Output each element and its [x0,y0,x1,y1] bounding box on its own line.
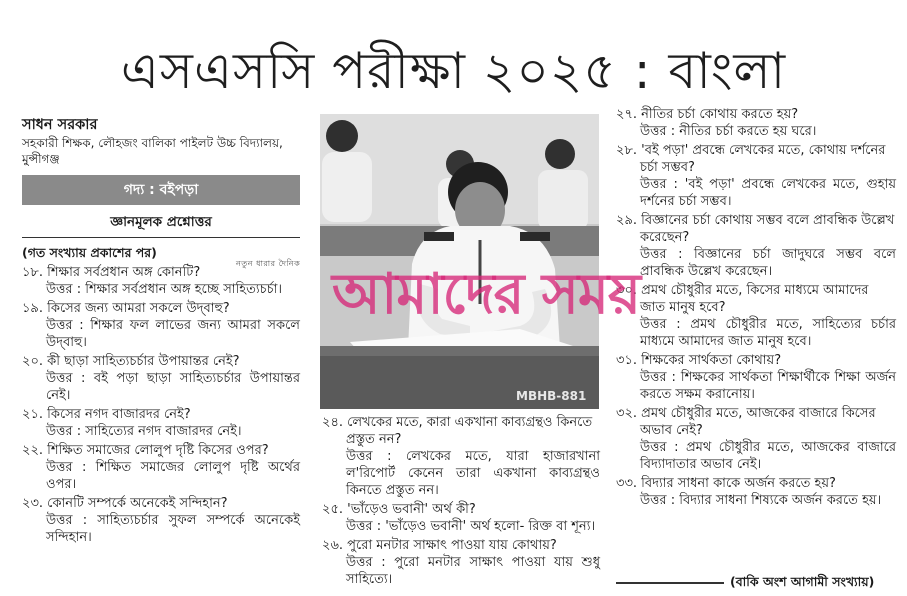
qa-item [616,475,896,509]
section-title: গদ্য : বইপড়া [22,175,300,205]
answer: উত্তর : প্রমথ চৌধুরীর মতে, সাহিত্যের চর্চার মাধ্যমে আমাদের জাত মানুষ হবে। [640,317,896,349]
question: ২৭. নীতির চর্চা কোথায় করতে হয়? [616,107,799,122]
question: ২৯. বিজ্ঞানের চর্চা কোথায় সম্ভব বলে প্রাবন্ধিক উল্লেখ করেছেন? [616,213,895,245]
answer: উত্তর : লেখকের মতে, যারা হাজারখানা ল'রিপোর্ট কেনেন তারা একখানা কাব্যগ্রন্থও কিনতে প্রস্তুত নন। [346,449,600,498]
answer: উত্তর : শিক্ষিত সমাজের লোলুপ দৃষ্টি অর্থের ওপর। [46,460,300,492]
answer: উত্তর : বিদ্যার সাধনা শিষ্যকে অর্জন করতে হয়। [640,493,882,508]
subsection-title: জ্ঞানমূলক প্রশ্নোত্তর [22,211,300,238]
qa-item [616,405,896,473]
answer: উত্তর : শিক্ষার ফল লাভের জন্য আমরা সকলে উদ্‌বাহু। [46,318,300,350]
answer: উত্তর : শিক্ষকের সার্থকতা শিক্ষার্থীকে শিক্ষা অর্জন করতে সক্ষম করানোয়। [640,370,896,402]
qa-item [22,406,300,440]
question: ৩০. প্রমথ চৌধুরীর মতে, কিসের মাধ্যমে আমাদের জাত মানুষ হবে? [616,283,869,315]
answer: উত্তর : সাহিত্যের নগদ বাজারদর নেই। [46,424,242,439]
question: ২৪. লেখকের মতে, কারা একখানা কাব্যগ্রন্থও কিনতে প্রস্তুত নন? [322,415,593,447]
question: ২১. কিসের নগদ বাজারদর নেই? [22,407,191,422]
question: ২০. কী ছাড়া সাহিত্যচর্চার উপায়ান্তর নেই? [22,354,240,369]
question: ২২. শিক্ষিত সমাজের লোলুপ দৃষ্টি কিসের ওপর? [22,443,269,458]
question: ১৯. কিসের জন্য আমরা সকলে উদ্‌বাহু? [22,301,230,316]
question: ২৮. 'বই পড়া' প্রবন্ধে লেখকের মতে, কোথায় দর্শনের চর্চা সম্ভব? [616,143,886,175]
answer: উত্তর : নীতির চর্চা করতে হয় ঘরে। [640,124,817,139]
watermark-caption: নতুন ধারার দৈনিক [236,259,301,268]
watermark-logo: আমাদের সময় [332,262,640,327]
answer: উত্তর : শিক্ষার সর্বপ্রধান অঙ্গ হচ্ছে সাহিত্যচর্চা। [46,282,283,297]
qa-item [322,537,600,588]
answer: উত্তর : প্রমথ চৌধুরীর মতে, আজকের বাজারে বিদ্যাদাতার অভাব নেই। [640,440,896,472]
answer: উত্তর : বিজ্ঞানের চর্চা জাদুঘরে সম্ভব বলে প্রাবন্ধিক উল্লেখ করেছেন। [640,247,896,279]
page-headline: এসএসসি পরীক্ষা ২০২৫ : বাংলা [120,42,787,100]
answer: উত্তর : 'ভাঁড়েও ভবানী' অর্থ হলো- রিক্ত বা শূন্য। [346,519,596,534]
qa-item [616,142,896,210]
qa-item [322,501,600,535]
qa-item [22,495,300,546]
qa-item [322,414,600,499]
author-role: সহকারী শিক্ষক, লৌহজং বালিকা পাইলট উচ্চ বিদ্যালয়, মুন্সীগঞ্জ [22,136,283,166]
author-name: সাধন সরকার [22,117,98,133]
continued-note: (গত সংখ্যায় প্রকাশের পর) [22,245,157,260]
qa-item [616,352,896,403]
middle-column [322,414,600,590]
answer: উত্তর : পুরো মনটার সাক্ষাৎ পাওয়া যায় শুধু সাহিত্যে। [346,555,600,587]
question: ৩১. শিক্ষকের সার্থকতা কোথায়? [616,353,782,368]
answer: উত্তর : 'বই পড়া' প্রবন্ধে লেখকের মতে, গুহায় দর্শনের চর্চা সম্ভব। [640,177,896,209]
qa-item [22,442,300,493]
qa-item [22,353,300,404]
question: ৩২. প্রমথ চৌধুরীর মতে, আজকের বাজারে কিসের অভাব নেই? [616,406,876,438]
question: ১৮. শিক্ষার সর্বপ্রধান অঙ্গ কোনটি? [22,265,201,280]
question: ২৫. 'ভাঁড়েও ভবানী' অর্থ কী? [322,502,476,517]
question: ২৬. পুরো মনটার সাক্ষাৎ পাওয়া যায় কোথায়? [322,538,557,553]
answer: উত্তর : বই পড়া ছাড়া সাহিত্যচর্চার উপায়ান্তর নেই। [46,371,300,403]
desk-label: MBHB-881 [516,389,587,403]
continued-next-note: (বাকি অংশ আগামী সংখ্যায়) [730,574,875,589]
qa-item [616,106,896,140]
question: ২৩. কোনটি সম্পর্কে অনেকেই সন্দিহান? [22,496,228,511]
answer: উত্তর : সাহিত্যচর্চার সুফল সম্পর্কে অনেকেই সন্দিহান। [46,513,300,545]
question: ৩৩. বিদ্যার সাধনা কাকে অর্জন করতে হয়? [616,476,836,491]
footer-divider [616,582,724,584]
